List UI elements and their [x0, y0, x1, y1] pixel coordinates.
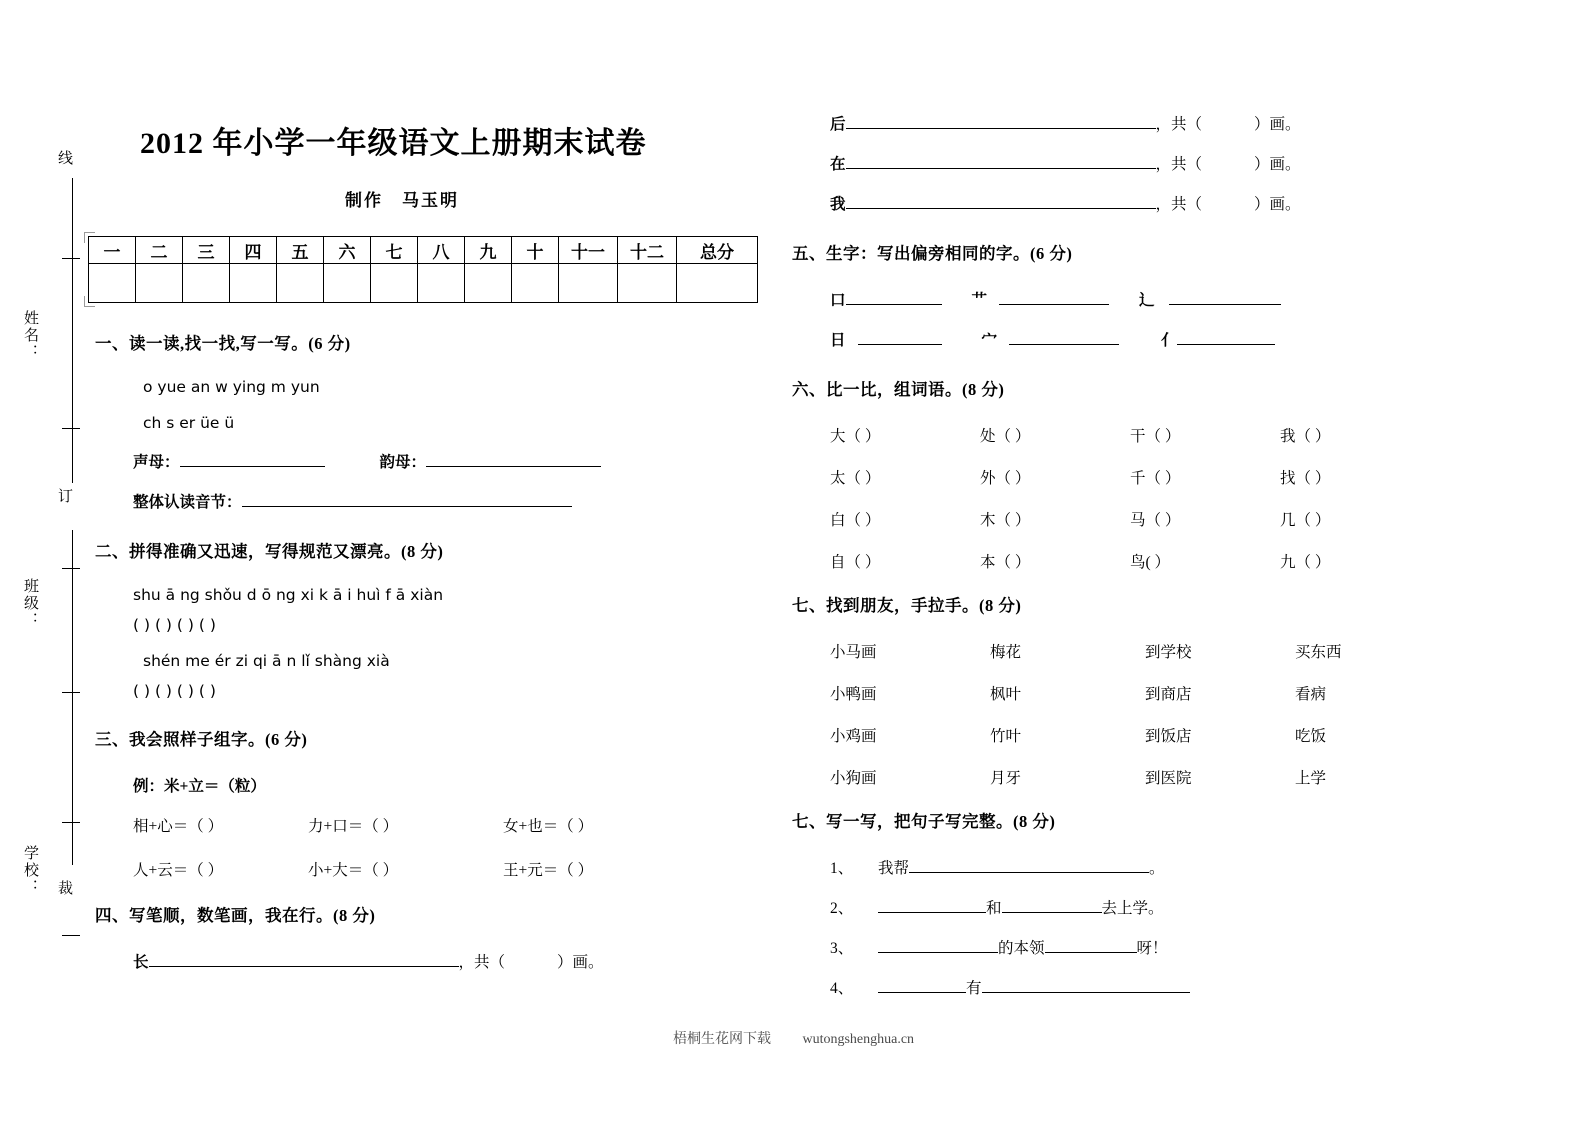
q8-sentence-row-3	[792, 936, 1392, 958]
score-summary-table	[88, 236, 758, 303]
q6-item[interactable]: 本（ ）	[980, 554, 1031, 571]
margin-dash-5	[62, 822, 80, 823]
q4-char: 我	[830, 196, 846, 213]
score-header-cell: 八	[418, 237, 465, 264]
margin-mark-line: 线	[56, 150, 72, 166]
question-7-heading: 七、找到朋友，手拉手。(8 分)	[792, 596, 1022, 615]
score-entry-cell[interactable]	[465, 264, 512, 303]
margin-field-school: 学校：	[22, 845, 38, 896]
score-entry-cell[interactable]	[371, 264, 418, 303]
score-header-cell: 十二	[618, 237, 677, 264]
q6-item[interactable]: 自（ ）	[830, 554, 881, 571]
q5-radical: 日	[830, 332, 846, 349]
q7-match-item[interactable]: 买东西	[1295, 644, 1342, 661]
q7-match-item[interactable]: 到医院	[1145, 770, 1192, 787]
q4-stroke-order-blank[interactable]	[846, 192, 1156, 209]
q1-answer-row-initials-finals	[95, 450, 735, 472]
q7-match-item[interactable]: 小狗画	[830, 770, 877, 787]
q5-radical-row-2	[792, 328, 1392, 350]
q4-stroke-row-2	[792, 112, 1392, 134]
q4-char: 后	[830, 116, 846, 133]
left-column	[95, 330, 735, 972]
score-header-cell: 二	[136, 237, 183, 264]
q7-match-item[interactable]: 上学	[1295, 770, 1327, 787]
question-5	[792, 240, 1392, 350]
score-entry-cell[interactable]	[512, 264, 559, 303]
q4-tail-suffix: ）画。	[1254, 156, 1301, 173]
q8-sentence-suffix: 。	[1149, 860, 1165, 877]
q5-radical-blank[interactable]	[846, 288, 942, 305]
score-entry-cell[interactable]	[277, 264, 324, 303]
q8-sentence-mid: 的本领	[998, 940, 1045, 957]
q4-stroke-row-3	[792, 152, 1392, 174]
q2-pinyin-row-1: shu ā ng shǒu d ō ng xi k ā i huì f ā xiàn	[133, 586, 444, 604]
q4-tail-prefix: ，共（	[1155, 116, 1203, 133]
q5-radical: 口	[830, 292, 846, 309]
score-entry-cell[interactable]	[559, 264, 618, 303]
q3-item-grid	[95, 814, 735, 902]
q7-match-item[interactable]: 到学校	[1145, 644, 1192, 661]
q6-item[interactable]: 外（ ）	[980, 470, 1031, 487]
q8-item-number: 4、	[830, 980, 854, 997]
q6-compare-grid	[792, 424, 1392, 592]
q4-stroke-row-1	[95, 950, 735, 972]
q4-tail-prefix: ，共（	[1155, 196, 1203, 213]
q2-pinyin-row-2: shén me ér zi qi ā n lǐ shàng xià	[143, 652, 390, 670]
question-4-continued	[792, 112, 1392, 214]
credit-line: 制作 马玉明	[345, 191, 459, 210]
q3-example: 例：米+立＝（粒）	[133, 778, 266, 795]
score-entry-cell[interactable]	[324, 264, 371, 303]
q4-tail-suffix: ）画。	[557, 954, 604, 971]
margin-field-class: 班级：	[22, 578, 38, 629]
question-8-heading: 七、写一写，把句子写完整。(8 分)	[792, 812, 1056, 831]
score-entry-cell[interactable]	[136, 264, 183, 303]
q8-sentence-blank[interactable]	[878, 936, 998, 953]
q4-stroke-count-blank[interactable]	[505, 950, 557, 972]
score-header-cell: 九	[465, 237, 512, 264]
q5-radical-blank[interactable]	[1009, 328, 1119, 345]
q5-radical: 亻	[1161, 332, 1177, 349]
q4-stroke-count-blank[interactable]	[1202, 192, 1254, 214]
q1-label-zhengti: 整体认读音节：	[133, 494, 242, 511]
q3-item[interactable]: 人+云＝（ ）	[133, 862, 224, 879]
q1-label-yunmu: 韵母：	[379, 454, 427, 471]
margin-rule-lower	[72, 530, 73, 865]
margin-field-name: 姓名：	[22, 310, 38, 361]
margin-rule-upper	[72, 178, 73, 483]
footer-site-name: 梧桐生花网下载	[672, 1032, 771, 1047]
question-6	[792, 376, 1392, 592]
score-entry-cell[interactable]	[89, 264, 136, 303]
q7-match-item[interactable]: 月牙	[990, 770, 1022, 787]
q8-sentence-mid: 有	[966, 980, 982, 997]
q3-item[interactable]: 力+口＝（ ）	[308, 818, 399, 835]
footer-site-url: wutongshenghua.cn	[802, 1032, 915, 1047]
q4-stroke-order-blank[interactable]	[846, 112, 1156, 129]
q1-blank-yunmu[interactable]	[426, 450, 601, 467]
score-header-cell: 七	[371, 237, 418, 264]
question-4	[95, 902, 735, 972]
q6-item[interactable]: 干（ ）	[1130, 428, 1181, 445]
score-header-cell: 五	[277, 237, 324, 264]
question-4-heading: 四、写笔顺，数笔画，我在行。(8 分)	[95, 906, 376, 925]
q5-radical: 辶	[1139, 292, 1155, 309]
q8-sentence-row-2	[792, 896, 1392, 918]
q3-item[interactable]: 王+元＝（ ）	[503, 862, 594, 879]
q1-blank-zhengti[interactable]	[242, 490, 572, 507]
q6-item[interactable]: 千（ ）	[1130, 470, 1181, 487]
question-7-matching	[792, 592, 1392, 808]
margin-dash-4	[62, 692, 80, 693]
q4-stroke-count-blank[interactable]	[1202, 112, 1254, 134]
q8-sentence-prefix: 我帮	[878, 860, 910, 877]
question-8-sentences	[792, 808, 1392, 998]
margin-dash-2	[62, 428, 80, 429]
q8-sentence-blank[interactable]	[878, 976, 966, 993]
q8-sentence-row-1	[792, 856, 1392, 878]
q3-item[interactable]: 相+心＝（ ）	[133, 818, 224, 835]
score-header-cell: 一	[89, 237, 136, 264]
q7-match-item[interactable]: 小马画	[830, 644, 877, 661]
q8-sentence-blank[interactable]	[878, 896, 986, 913]
margin-dash-1	[62, 258, 80, 259]
score-header-cell: 十	[512, 237, 559, 264]
q4-stroke-order-blank[interactable]	[846, 152, 1156, 169]
q8-sentence-blank[interactable]	[1045, 936, 1137, 953]
q7-match-item[interactable]: 竹叶	[990, 728, 1022, 745]
q6-item[interactable]: 处（ ）	[980, 428, 1031, 445]
score-header-cell: 三	[183, 237, 230, 264]
q6-item[interactable]: 木（ ）	[980, 512, 1031, 529]
score-entry-cell[interactable]	[183, 264, 230, 303]
q8-item-number: 2、	[830, 900, 854, 917]
q7-match-item[interactable]: 到商店	[1145, 686, 1192, 703]
q7-match-item[interactable]: 吃饭	[1295, 728, 1327, 745]
q4-tail-suffix: ）画。	[1254, 196, 1301, 213]
margin-dash-6	[62, 935, 80, 936]
q4-tail-prefix: ，共（	[1155, 156, 1203, 173]
question-6-heading: 六、比一比，组词语。(8 分)	[792, 380, 1005, 399]
score-entry-cell-total[interactable]	[677, 264, 758, 303]
question-2-heading: 二、拼得准确又迅速，写得规范又漂亮。(8 分)	[95, 542, 444, 561]
question-1	[95, 330, 735, 512]
score-entry-cell[interactable]	[618, 264, 677, 303]
q8-sentence-blank[interactable]	[909, 856, 1149, 873]
q2-answer-brackets-row-2[interactable]: ( ) ( ) ( ) ( )	[133, 682, 216, 700]
q7-match-item[interactable]: 小鸭画	[830, 686, 877, 703]
q6-item[interactable]: 太（ ）	[830, 470, 881, 487]
q5-radical-blank[interactable]	[1169, 288, 1281, 305]
q8-sentence-suffix: 呀！	[1136, 940, 1168, 957]
q7-match-grid	[792, 640, 1392, 808]
q8-sentence-suffix: 去上学。	[1101, 900, 1164, 917]
q6-item[interactable]: 鸟( ）	[1130, 554, 1171, 571]
q4-stroke-order-blank[interactable]	[149, 950, 459, 967]
q2-answer-brackets-row-1[interactable]: ( ) ( ) ( ) ( )	[133, 616, 216, 634]
q7-match-item[interactable]: 小鸡画	[830, 728, 877, 745]
question-3	[95, 726, 735, 902]
q7-match-item[interactable]: 看病	[1295, 686, 1327, 703]
page-title: 2012 年小学一年级语文上册期末试卷	[140, 127, 647, 160]
question-2	[95, 538, 735, 700]
question-3-heading: 三、我会照样子组字。(6 分)	[95, 730, 308, 749]
q6-item[interactable]: 马（ ）	[1130, 512, 1181, 529]
q6-item[interactable]: 几（ ）	[1280, 512, 1331, 529]
q6-item[interactable]: 白（ ）	[830, 512, 881, 529]
q6-item[interactable]: 九（ ）	[1280, 554, 1331, 571]
q1-pinyin-row-2: ch s er üe ü	[143, 414, 235, 432]
question-5-heading: 五、生字：写出偏旁相同的字。(6 分)	[792, 244, 1073, 263]
footer-watermark	[0, 1028, 1587, 1048]
question-1-heading: 一、读一读,找一找,写一写。(6 分)	[95, 334, 351, 353]
q4-char: 长	[133, 954, 149, 971]
q5-radical-blank[interactable]	[1177, 328, 1275, 345]
q4-tail-prefix: ，共（	[458, 954, 506, 971]
score-header-cell: 四	[230, 237, 277, 264]
q1-answer-row-whole-syllables	[95, 490, 735, 512]
q5-radical-blank[interactable]	[999, 288, 1109, 305]
q3-item[interactable]: 小+大＝（ ）	[308, 862, 399, 879]
right-column	[792, 112, 1392, 998]
q7-match-item[interactable]: 梅花	[990, 644, 1022, 661]
q7-match-item[interactable]: 枫叶	[990, 686, 1022, 703]
q1-label-shengmu: 声母：	[133, 454, 180, 471]
q5-radical-blank[interactable]	[858, 328, 942, 345]
q8-item-number: 1、	[830, 860, 854, 877]
q8-sentence-row-4	[792, 976, 1392, 998]
q1-pinyin-row-1: o yue an w ying m yun	[143, 378, 320, 396]
q5-radical: 艹	[971, 292, 988, 309]
q6-item[interactable]: 找（ ）	[1280, 470, 1331, 487]
q8-sentence-blank[interactable]	[1002, 896, 1102, 913]
q7-match-item[interactable]: 到饭店	[1145, 728, 1192, 745]
q5-radical: 宀	[981, 332, 998, 349]
score-table-entry-row[interactable]	[89, 264, 758, 303]
score-header-cell-total: 总分	[677, 237, 758, 264]
margin-dash-3	[62, 568, 80, 569]
q1-blank-shengmu[interactable]	[180, 450, 325, 467]
q8-sentence-blank[interactable]	[982, 976, 1190, 993]
q6-item[interactable]: 我（ ）	[1280, 428, 1331, 445]
q3-item[interactable]: 女+也＝（ ）	[503, 818, 594, 835]
q4-char: 在	[830, 156, 846, 173]
score-entry-cell[interactable]	[418, 264, 465, 303]
q4-stroke-row-4	[792, 192, 1392, 214]
margin-mark-staple: 订	[56, 488, 72, 504]
q6-item[interactable]: 大（ ）	[830, 428, 881, 445]
q4-tail-suffix: ）画。	[1254, 116, 1301, 133]
score-entry-cell[interactable]	[230, 264, 277, 303]
q4-stroke-count-blank[interactable]	[1202, 152, 1254, 174]
q5-radical-row-1	[792, 288, 1392, 310]
q8-item-number: 3、	[830, 940, 854, 957]
q8-sentence-mid: 和	[986, 900, 1002, 917]
margin-mark-cut: 裁	[56, 880, 72, 896]
binding-margin-strip	[0, 0, 90, 1122]
score-header-cell: 六	[324, 237, 371, 264]
score-table-header-row	[89, 237, 758, 264]
score-header-cell: 十一	[559, 237, 618, 264]
